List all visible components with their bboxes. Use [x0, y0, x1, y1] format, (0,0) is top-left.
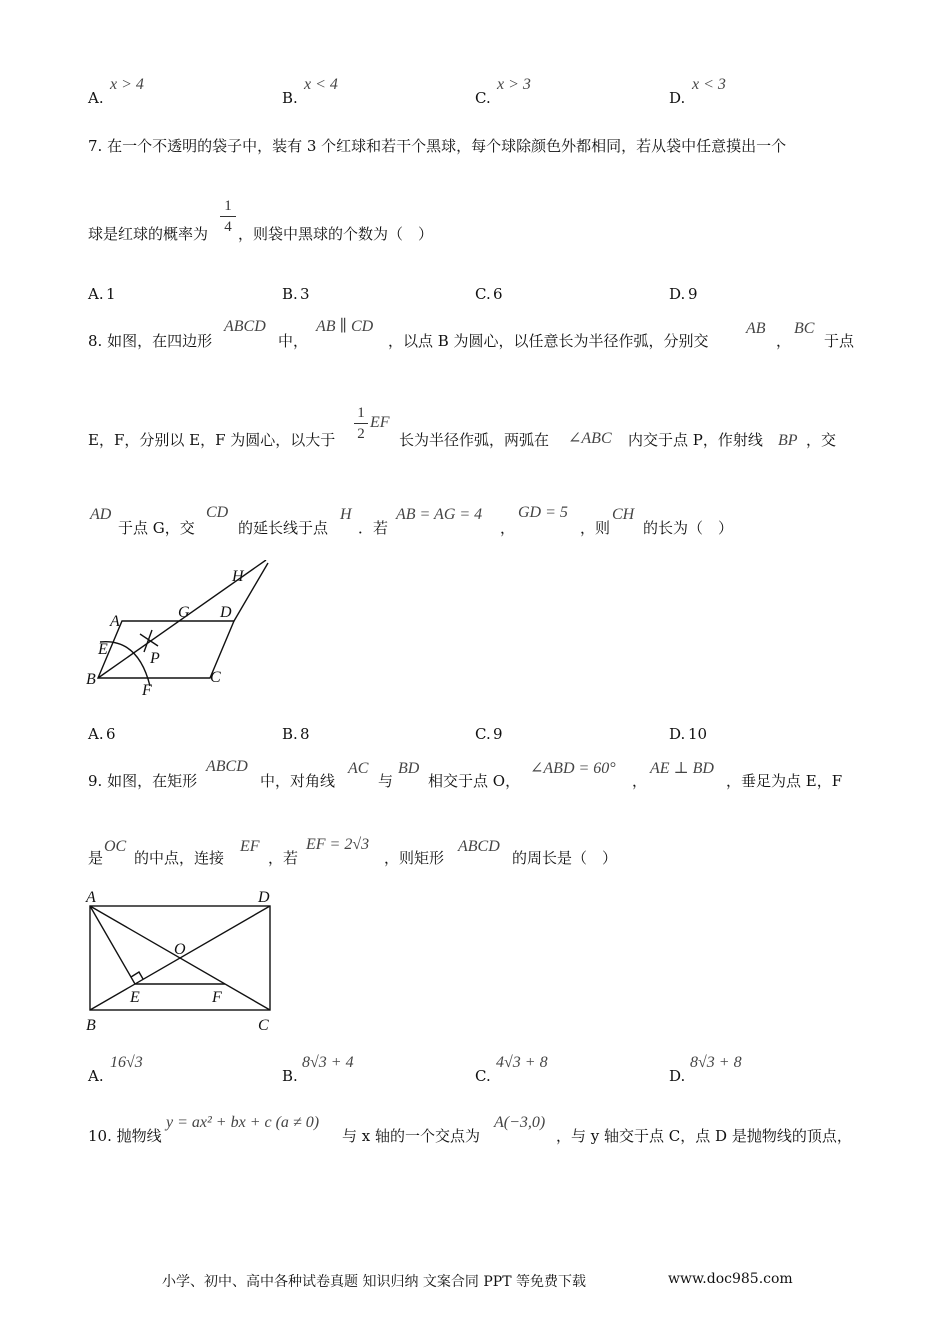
- q8-math-ch: CH: [612, 506, 635, 523]
- q8-option-b-value: 8: [300, 725, 310, 743]
- q9-math-angle: ∠ABD = 60°: [530, 760, 616, 777]
- q7-option-a-value: 1: [106, 285, 116, 303]
- q7-line-2b: ，则袋中黑球的个数为（ ）: [238, 225, 434, 243]
- q8-math-bp: BP: [778, 432, 798, 449]
- q8-label-d: D: [220, 604, 232, 621]
- q8-text-1c: ，以点 B 为圆心，以任意长为半径作弧，分别交: [388, 332, 709, 350]
- q10-text-c: ，与 y 轴交于点 C，点 D 是抛物线的顶点，: [556, 1127, 852, 1145]
- q8-option-c-value: 9: [493, 725, 503, 743]
- q9-option-d-expr: 8√3 + 8: [690, 1054, 742, 1071]
- q9-figure: [80, 884, 285, 1034]
- q6-option-a-expr: x > 4: [110, 76, 144, 93]
- q7-fraction-numerator: 1: [224, 198, 232, 214]
- q7-option-c-value: 6: [493, 285, 503, 303]
- q6-option-b-expr: x < 4: [304, 76, 338, 93]
- q8-figure: [80, 560, 280, 700]
- q8-label-p: P: [150, 650, 160, 667]
- q7-option-c-letter: C.: [475, 285, 491, 303]
- q7-fraction-denominator: 4: [224, 219, 232, 235]
- q8-label-h: H: [232, 568, 244, 585]
- q8-text-3c: ．若: [358, 519, 389, 537]
- q9-text-1a: 9. 如图，在矩形: [88, 772, 198, 790]
- q7-option-d-letter: D.: [669, 285, 686, 303]
- q8-text-3a: 于点 G，交: [118, 519, 195, 537]
- q8-math-angle: ∠ABC: [568, 430, 612, 447]
- q8-math-eq1: AB = AG = 4: [396, 506, 483, 523]
- q8-option-c-letter: C.: [475, 725, 491, 743]
- q6-option-d-letter: D.: [669, 89, 686, 107]
- q8-math-ad: AD: [90, 506, 112, 523]
- q10-math-point: A(−3,0): [494, 1114, 546, 1131]
- q9-text-1b: 中，对角线: [260, 772, 336, 790]
- q8-text-3d: ，: [500, 519, 516, 537]
- q10-math-equation: y = ax² + bx + c (a ≠ 0): [166, 1114, 320, 1131]
- q9-text-2e: 的周长是（ ）: [512, 849, 618, 867]
- q9-text-2b: 的中点，连接: [134, 849, 225, 867]
- q9-label-e: E: [130, 989, 140, 1006]
- q7-line-1: 7. 在一个不透明的袋子中，装有 3 个红球和若干个黑球，每个球除颜色外都相同，若从袋中任意摸出一个: [88, 137, 787, 155]
- q8-label-a: A: [110, 613, 120, 630]
- q9-label-c: C: [258, 1017, 269, 1034]
- q8-text-2d: ，交: [806, 431, 837, 449]
- q7-line-2a: 球是红球的概率为: [88, 225, 209, 243]
- q9-option-b-expr: 8√3 + 4: [302, 1054, 354, 1071]
- q8-math-h: H: [340, 506, 352, 523]
- q8-label-c: C: [210, 669, 221, 686]
- q9-math-abcd-2: ABCD: [458, 838, 500, 855]
- q8-math-ef: EF: [370, 414, 390, 431]
- q8-math-eq2: GD = 5: [518, 504, 568, 521]
- q8-text-3f: 的长为（ ）: [643, 519, 734, 537]
- q8-label-e: E: [98, 641, 108, 658]
- q6-option-c-letter: C.: [475, 89, 491, 107]
- footer-link[interactable]: www.doc985.com: [668, 1271, 793, 1287]
- q9-math-ac: AC: [348, 760, 369, 777]
- q9-math-ef: EF: [240, 838, 260, 855]
- q8-fraction: [354, 405, 368, 442]
- q9-option-a-expr: 16√3: [110, 1054, 143, 1071]
- q8-option-a-letter: A.: [88, 725, 104, 743]
- q8-math-ab: AB: [746, 320, 766, 337]
- q9-text-2d: ，则矩形: [384, 849, 445, 867]
- q9-option-b-letter: B.: [282, 1067, 298, 1085]
- q8-label-g: G: [178, 604, 190, 621]
- q8-fraction-numerator: 1: [357, 405, 365, 421]
- q8-text-1d: ，: [776, 332, 792, 350]
- q8-fraction-denominator: 2: [357, 426, 365, 442]
- q8-option-b-letter: B.: [282, 725, 298, 743]
- q9-label-b: B: [86, 1017, 96, 1034]
- q8-text-1a: 8. 如图，在四边形: [88, 332, 213, 350]
- q9-option-a-letter: A.: [88, 1067, 104, 1085]
- q8-option-d-value: 10: [688, 725, 708, 743]
- q9-label-a: A: [86, 889, 96, 906]
- q6-option-b-letter: B.: [282, 89, 298, 107]
- q8-text-1b: 中，: [278, 332, 309, 350]
- q9-label-o: O: [174, 941, 186, 958]
- q8-math-parallel: AB ∥ CD: [316, 318, 374, 335]
- q6-option-a-letter: A.: [88, 89, 104, 107]
- q6-option-c-expr: x > 3: [497, 76, 531, 93]
- q7-option-d-value: 9: [688, 285, 698, 303]
- q8-label-b: B: [86, 671, 96, 688]
- q9-label-f: F: [212, 989, 222, 1006]
- q9-math-bd: BD: [398, 760, 420, 777]
- q8-text-2c: 内交于点 P，作射线: [628, 431, 763, 449]
- q9-option-c-expr: 4√3 + 8: [496, 1054, 548, 1071]
- q8-text-2a: E，F，分别以 E，F 为圆心，以大于: [88, 431, 336, 449]
- q8-math-cd: CD: [206, 504, 229, 521]
- q9-right-angle-mark: [131, 972, 143, 979]
- q8-text-2b: 长为半径作弧，两弧在: [399, 431, 550, 449]
- q9-option-d-letter: D.: [669, 1067, 686, 1085]
- q9-text-1f: ，垂足为点 E，F: [726, 772, 843, 790]
- q8-text-3b: 的延长线于点: [238, 519, 329, 537]
- q9-segment-ae: [90, 906, 135, 984]
- q9-option-c-letter: C.: [475, 1067, 491, 1085]
- q8-math-abcd: ABCD: [224, 318, 266, 335]
- q10-text-b: 与 x 轴的一个交点为: [342, 1127, 480, 1145]
- q9-text-2a: 是: [88, 849, 104, 867]
- q9-math-oc: OC: [104, 838, 127, 855]
- q8-option-d-letter: D.: [669, 725, 686, 743]
- q6-option-d-expr: x < 3: [692, 76, 726, 93]
- q8-option-a-value: 6: [106, 725, 116, 743]
- q9-math-abcd: ABCD: [206, 758, 248, 775]
- q10-text-a: 10. 抛物线: [88, 1127, 162, 1145]
- q7-option-a-letter: A.: [88, 285, 104, 303]
- q8-text-3e: ，则: [580, 519, 611, 537]
- q7-option-b-letter: B.: [282, 285, 298, 303]
- q9-text-1e: ，: [632, 772, 648, 790]
- q8-text-1e: 于点: [824, 332, 855, 350]
- q9-text-1c: 与: [378, 772, 394, 790]
- q9-text-1d: 相交于点 O，: [428, 772, 521, 790]
- q8-math-bc: BC: [794, 320, 815, 337]
- q7-fraction: [220, 198, 236, 235]
- footer-text: 小学、初中、高中各种试卷真题 知识归纳 文案合同 PPT 等免费下载: [162, 1274, 586, 1290]
- q9-math-eq: EF = 2√3: [306, 836, 370, 853]
- q8-label-f: F: [142, 682, 152, 699]
- q7-option-b-value: 3: [300, 285, 310, 303]
- q9-text-2c: ，若: [268, 849, 299, 867]
- q9-label-d: D: [258, 889, 270, 906]
- q9-math-perp: AE ⊥ BD: [650, 760, 714, 777]
